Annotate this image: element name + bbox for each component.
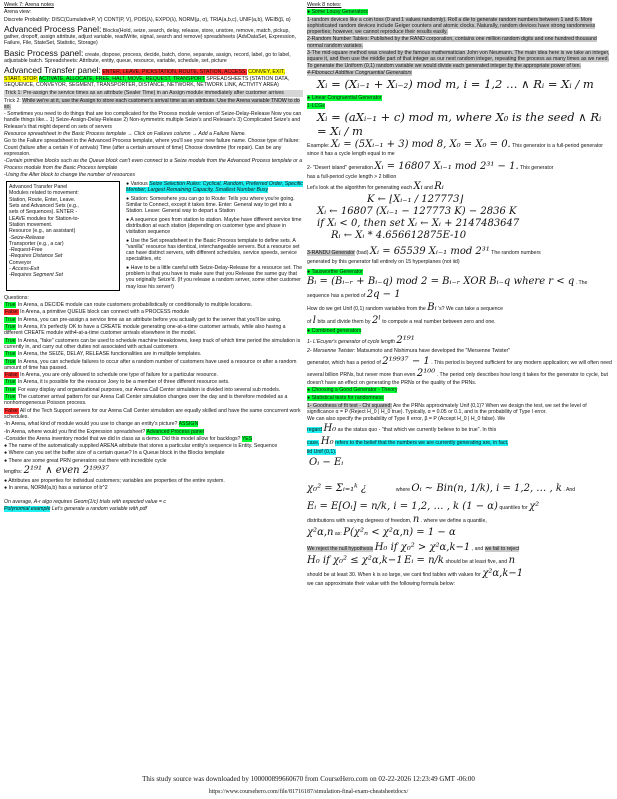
fibonacci-heading: 4-Fibonacci Additive Congruential Generators xyxy=(307,69,412,76)
question-text: In Arena, the SEIZE, DELAY, RELEASE functionalities are in multiple templates. xyxy=(17,351,202,358)
basic-process-panel-heading: Basic Process panel: xyxy=(4,47,84,58)
mersenne-text: Matsumoto and Nishimura have developed the "Mersenne Twister" xyxy=(356,348,511,355)
adv-transfer-green-list: ACTIVATE, ALLOCATE, FREE, HALT, MOVE, REQUEST, TRANSPORT xyxy=(38,75,205,82)
example-label: Example: xyxy=(307,142,330,149)
define-text: . where we define a quantile, xyxy=(420,517,487,524)
box-line: Station, Route, Enter, Leave. xyxy=(9,196,76,203)
box-line: Modules related to movement: xyxy=(9,190,79,197)
answer-tag: True xyxy=(5,351,16,358)
randu-label: 3-RANDU Generator xyxy=(307,250,355,257)
quantiles-text: quantiles for xyxy=(499,504,528,511)
algo-ri: Rᵢ xyxy=(434,181,444,193)
oi-minus-ei: Oᵢ − Eᵢ xyxy=(309,456,344,468)
ei-formula: Eᵢ = E[Oᵢ] = n/k, i = 1,2, … , k (1 − α) xyxy=(307,500,498,512)
randu-bad: (bad) xyxy=(356,250,369,257)
polynomial-example-text: Let's generate a random variable with pdf xyxy=(50,505,147,512)
and-word: , and xyxy=(471,545,484,552)
desert-cycle-text: has a full-period cycle length > 2 billion xyxy=(307,174,397,181)
tausworthe-how2: 's? We can take a sequence xyxy=(438,306,503,313)
mersenne-label: 2- Mersenne Twister: xyxy=(307,348,356,355)
randu-formula: Xᵢ = 65539 Xᵢ₋₁ mod 2³¹ xyxy=(369,246,490,258)
desert-island-note: This generator xyxy=(519,165,554,172)
q-inventory-text: -Consider the Arena inventory model that we did in class as a demo. Did this model allow for backlogs? xyxy=(4,435,241,442)
lcg-heading: ● Linear Congruential Generator xyxy=(307,95,382,102)
stat-tests-heading: ● Statistical tests for randomness xyxy=(307,395,384,402)
question-text: In Arena, it's perfectly OK to have a CREATE module generating one-at-a-time customer arrivals, while also having a different CREATE module with4-at-a-time customer arrivals elsewhere in the model. xyxy=(4,324,286,337)
lcg-label: 1-LCGs xyxy=(307,102,325,109)
adv-process-panel-heading: Advanced Process Panel: xyxy=(4,23,102,34)
question-text: In Arena, it is possible for the resource Joey to be a member of three different resource sets. xyxy=(17,379,230,386)
answer-tag: True xyxy=(5,379,16,386)
question-text: In Arena, you are only allowed to schedule one type of failure for a particular resource. xyxy=(20,372,218,379)
cycle-lengths-math: 2¹⁹¹ ∧ even 2¹⁹⁹³⁷ xyxy=(23,465,110,476)
bullet-norm-variance: ● In arena, NORM(a,b) has a variance of b^2 xyxy=(4,485,108,492)
tausworthe-period-text: sequence has a period of xyxy=(307,293,366,300)
resource-failure-paragraph: Resource spreadsheet in the Basic Process template → Click on Failures column → Add a Failure Name. xyxy=(4,131,246,138)
random-tables-text: 2-Random Number Tables: Published by the RAND corporation, contains one million random digits and one hundred thousand normal random variates. xyxy=(307,36,597,49)
failure-spreadsheet-paragraph: Go to the Failure spreadsheet in the Advanced Process template, where you'll see your new failure name. Choose type of failure: Count (failure after a certain # of arrivals) Time (after a certain amount of time) Choose downtime (for repair). Can be any expression. xyxy=(4,138,300,157)
random-devices-text: 1-random devices like a coin toss (0 and 1 values randomly). Roll a die to generate random numbers between 1 and 6. More sophisticated random devices include Geiger counters and atomic clocks. Naturally, random devices have strong randomness properties; however, we cannot reproduce their results easily. xyxy=(307,16,596,36)
q-inventory-answer: YES xyxy=(241,435,253,442)
ei-nk: Eᵢ = n/k xyxy=(404,554,444,566)
bullet-set-spreadsheet: ● Use the Set spreadsheet in the Basic Process template to define sets. A "vanilla" resource has identical, interchangeable servers. But a resource set can have distinct servers, with different schedules, service speeds, service specialities, etc xyxy=(126,237,300,263)
chi2-symbol: χ² xyxy=(529,500,540,512)
h0-symbol-2: H₀ xyxy=(320,436,334,448)
adv-transfer-red-list: ENTER, LEAVE, PICKSTATION, ROUTE, STATION, ACCESS, xyxy=(102,69,247,76)
choosing-generator-heading: ● Choosing a Good Generator - Theory xyxy=(307,386,398,393)
question-text: All of the Tech Support servers for our Arena Call Center simulation are equally skilled and have the same concurrent work schedules. xyxy=(4,407,301,420)
example-formula: Xᵢ = (5Xᵢ₋₁ + 3) mod 8, X₀ = X₀ = 0. xyxy=(330,138,511,150)
mersenne-text4: . The period only describes how long it takes for the generator to cycle, but doesn't have an effect on generating the PRNs or the quality of the PRNs. xyxy=(307,371,608,386)
randu-hyperplanes: generated by this generator fall entirely on 15 hyperplanes (not iid) xyxy=(307,259,460,266)
oi-binomial: Oᵢ ~ Bin(n, 1/k), i = 1,2, … , k xyxy=(411,482,562,494)
seize-selection-rules: Seize Selection Rules: Cyclical, Random, Preferred Order, Specific Member, Largest Remaining Capacity, Smallest Number Busy xyxy=(126,181,303,194)
question-item xyxy=(4,317,303,323)
tausworthe-heading: ● Tausworthe Generator xyxy=(307,268,363,275)
box-line: Transporter (e.g., a car) xyxy=(9,240,64,247)
algo-ri-step: Rᵢ ← Xᵢ * 4.656612875E-10 xyxy=(331,230,467,242)
tausworthe-how: How do we get Unif (0,1) random variables from the xyxy=(307,306,426,313)
box-line: - Access-Exit xyxy=(9,265,40,272)
box-line: -Request-Free xyxy=(9,247,43,254)
q-assign-answer: ASSIGN xyxy=(178,421,199,428)
q-expression-text: -In Arena, where would you find the Expression spreadsheet? xyxy=(4,428,146,435)
h0-symbol: H₀ xyxy=(323,423,337,435)
adv-transfer-panel-heading: Advanced Transfer panel: xyxy=(4,65,101,76)
box-line: Sets and Advanced Sets (e.g., xyxy=(9,203,79,210)
adv-transfer-yellow-list: CONVEY, EXIT, START, STOP, xyxy=(4,69,285,82)
box-line: Station movement. xyxy=(9,221,53,228)
lecuyer-math: 2¹⁹¹ xyxy=(396,335,415,347)
question-item xyxy=(4,338,303,351)
question-item xyxy=(4,309,303,315)
left-column xyxy=(4,2,303,513)
alter-block-paragraph: -Using the Alter block to change the number of resources xyxy=(4,171,136,178)
lousy-generators-heading: ● Some Lousy Generators xyxy=(307,9,368,16)
answer-tag: False xyxy=(5,407,18,414)
quantile-prob-formula: P(χ²ₙ < χ²α,n) = 1 − α xyxy=(343,526,456,538)
answer-tag: True xyxy=(5,386,16,393)
bullet-seize-prefix: ● Various xyxy=(126,181,148,188)
approx-text: we can approximate their value with the following formula below: xyxy=(307,580,455,587)
answer-tag: False xyxy=(5,372,18,379)
question-item xyxy=(4,351,303,357)
question-text: In Arena, a DECIDE module can route customers probabilistically or conditionally to multiple locations. xyxy=(17,302,253,309)
question-text: In Arena, a primitive QUEUE block can connect with a PROCESS module xyxy=(20,309,190,316)
question-item xyxy=(4,302,303,308)
desert-island-label: 2- "Desert island" generation xyxy=(307,165,373,172)
tausworthe-note: . The xyxy=(575,280,588,287)
tausworthe-formula: Bᵢ = (Bᵢ₋ᵣ + Bᵢ₋q) mod 2 = Bᵢ₋ᵣ XOR Bᵢ₋q where r < q xyxy=(307,276,575,288)
box-line: Advanced Transfer Panel xyxy=(9,184,68,191)
chi-square-stat: χ₀² = Σᵢ₌₁ᵏ ¿ xyxy=(307,482,367,494)
arena-view-label: Arena view: xyxy=(4,9,32,16)
case-text: refers to the belief that the numbers we are currently generating are, in fact, xyxy=(335,440,509,447)
box-line: Conveyor xyxy=(9,259,32,266)
bullet-entity-sequence: ● The name of the automatically supplied ARENA attribute that stores a particular entity's sequence is Entity. Sequence xyxy=(4,443,278,450)
tausworthe-period-math: 2q − 1 xyxy=(366,289,401,301)
answer-tag: True xyxy=(5,337,16,344)
question-text: In Arena, you can schedule failures to occur after a random number of customers have used a resource or after a random amount of time has passed. xyxy=(4,358,297,371)
and-text: . And xyxy=(563,486,576,493)
q-expression-answer: Advanced Process panel xyxy=(146,428,204,435)
answer-tag: True xyxy=(5,394,16,401)
question-item xyxy=(4,394,303,407)
case-tag: case, xyxy=(307,440,320,447)
box-line: -Seize-Release xyxy=(9,234,45,241)
fail-tag: we fail to reject xyxy=(484,545,520,552)
bullet-seize-release-caution: ● Have to be a little careful with Seize-Delay-Release for a resource set. The problem is that you have to make sure that you Release the same guy that you originally Seize'd. (If you release a random server, some other customer may lose his server!) xyxy=(126,264,303,290)
tausworthe-l: l xyxy=(312,315,316,327)
question-text: For easy display and organizational purposes, our Arena Call Center simulation is divided into several sub models. xyxy=(17,386,281,393)
algo-and: and xyxy=(424,185,433,192)
chi-quantile: χ²α,n xyxy=(307,526,334,538)
mersenne-text3: . This period is beyond sufficient for any modern application; we will often need several billion PRNs, but never more than even xyxy=(307,359,612,378)
week7-title: Week 7: Arena notes xyxy=(4,2,54,8)
should2-text: should be at least 30. When k is so large, we cant find tables with values for xyxy=(307,571,481,578)
fail-formula: H₀ if χ₀² ≤ χ²α,k−1 xyxy=(307,554,403,566)
transfer-two-column xyxy=(6,181,303,292)
mersenne-text2: generator, which has a period of xyxy=(307,359,381,366)
box-line: -Requires Segment Set xyxy=(9,272,63,279)
mersenne-period: 2¹⁹⁹³⁷ − 1 xyxy=(382,355,430,367)
n-text: n xyxy=(508,554,516,566)
algo-xi-step: Xᵢ ← 16807 (Xᵢ₋₁ − 127773 K) − 2836 K xyxy=(317,206,517,218)
ar-algo-line: On average, A-r algo requires Geom(1/c) trials with expected value = c xyxy=(4,498,166,505)
midsquare-text: 3-The mid-square method was created by the famous mathematician John von Neumann. The main idea here is we take an integer, square it, and then use the middle part of that integer as our next random integer, repeating the process as many times as we need. To generate the Uniform (0,1) random variable we would divide each generated integer by the appropriate power of ten. xyxy=(307,50,610,69)
algo-intro: Let's look at the algorithm for generating each xyxy=(307,185,413,192)
question-item xyxy=(4,324,303,337)
regard-tag: regard xyxy=(307,427,322,434)
gof-text: Are the PRNs approximately Unif (0,1)? When we design the test, we set the level of significance α = P (Reject H_0 | H_0 true). Typically, α = 0.05 or 0.1, and is the probability of Type I error. xyxy=(307,402,587,415)
tausworthe-bi: Bᵢ xyxy=(427,302,437,314)
example-note: This generator is a full-period generator since it has a cycle length equal to me xyxy=(307,142,603,157)
algo-k-step: K ← ⌊Xᵢ₋₁ / 127773⌋ xyxy=(367,194,464,206)
discrete-probability-text: Discrete Probability: DISC(CumulativeP, V) CONT(P, V), POIS(λ), EXPO(λ), NORM(μ, σ), TRIA(a,b,c), UNIF(a,b), WEIB(β, α) xyxy=(4,16,291,23)
question-item xyxy=(4,379,303,385)
trick2-label: Trick 2: xyxy=(4,97,21,104)
regard-text: as the status quo - "that which we currently believe to be true". In this xyxy=(337,427,497,434)
transfer-bullets xyxy=(126,181,303,292)
questions-title: Questions: xyxy=(4,294,29,301)
box-line: LEAVE modules for Station-to- xyxy=(9,215,80,222)
question-item xyxy=(4,387,303,393)
answer-tag: True xyxy=(5,324,16,331)
algo-xi: Xᵢ xyxy=(413,181,423,193)
bullet-buffer-size: ● Where can you set the buffer size of a certain queue? In a Queue block in the Blocks template xyxy=(4,450,225,457)
lengths-label: lengths: xyxy=(4,469,23,475)
desert-island-formula: Xᵢ = 16807 Xᵢ₋₁ mod 2³¹ − 1. xyxy=(374,161,519,173)
bullet-sequence: ● A sequence goes from station to station. Maybe have different service time distribution at each station (depending on customer type and phase in visitation sequence xyxy=(126,216,302,236)
question-text: In Arena, "fake" customers can be used to schedule machine breakdowns, keep track of which time period the simulation is currently in, and carry out other duties not associated with actual customers xyxy=(4,337,301,350)
download-notice: This study source was downloaded by 100000899660670 from CourseHero.com on 02-22-2026 12:23:49 GMT -06:00 xyxy=(142,775,475,783)
question-text: In Arena, you can pre-assign a service time as an attribute before you actually get to the server that you'll be using. xyxy=(17,316,282,323)
should-text: should be at least five, and xyxy=(445,558,508,565)
answer-tag: True xyxy=(5,316,16,323)
fibonacci-formula: Xᵢ = (Xᵢ₋₁ + Xᵢ₋₂) mod m, i = 1,2 … ∧ Rᵢ = Xᵢ / m xyxy=(317,77,594,92)
reject-tag: We reject the null hypothesis xyxy=(307,545,374,552)
as-text: as: xyxy=(334,530,342,537)
adv-transfer-spreadsheets: SPREADSHEETS (STATION DATA, SEQUENCE, CONVEYOR, SEGMENT, TRANSPORTER, DISTANCE, NETWORK, NETWORK LINK, ACTIVITY AREA) xyxy=(4,75,290,88)
week8-title: Week 8 notes: xyxy=(307,2,342,8)
randu-note: The random numbers xyxy=(491,250,541,257)
adv-transfer-box xyxy=(6,181,120,291)
polynomial-example-tag: Polynomial example xyxy=(4,505,51,512)
q-assign-text: -In Arena, what kind of module would you use to change an entity's picture? xyxy=(4,421,178,428)
box-line: sets of Sequences). ENTER - xyxy=(9,209,78,216)
bullet-prn-generators: ● There are some great PRN generators out there with incredible cycle xyxy=(4,457,167,464)
basic-process-text: create, dispose, process, decide, batch, clone, separate, assign, record, label, go to label, adjustable batch. Spreadsheets: Attribute, entity, queue, resource, variable, schedule, set, picture xyxy=(4,51,291,65)
n-symbol: n xyxy=(412,513,420,525)
question-item xyxy=(4,408,303,421)
chi-last: χ²α,k−1 xyxy=(482,567,524,579)
combined-generators-heading: ● Combined generators xyxy=(307,328,362,335)
lcg-formula: Xᵢ = (aXᵢ₋₁ + c) mod m, where X₀ is the seed ∧ Rᵢ = Xᵢ / m xyxy=(317,109,602,138)
bullet-station: ● Station: Somewhere you can go to Route: Tells you where you're going. Similar to Connect, except it takes time. Enter: General way to get into a Station. Leave: General way to depart a Station xyxy=(126,195,295,215)
answer-tag: True xyxy=(5,358,16,365)
source-url[interactable]: https://www.coursehero.com/file/81716187/simulation-final-exam-cheatsheetdocx/ xyxy=(208,789,409,795)
question-item xyxy=(4,359,303,372)
gof-label: 1- Goodness of fit test - Chi squared: xyxy=(307,402,392,409)
iid-tag: iid Unif (0,1). xyxy=(307,449,337,456)
algo-negative-step: if Xᵢ < 0, then set Xᵢ ← Xᵢ + 2147483647 xyxy=(317,218,520,230)
question-item xyxy=(4,372,303,378)
primitive-blocks-paragraph: -Certain primitive blocks such as the Queue block can't even connect to a Seize module from the Advanced Process template or a Process module from the Basic Process template xyxy=(4,158,303,171)
answer-tag: True xyxy=(5,302,16,309)
dist-text: distributions with varying degrees of freedom, xyxy=(307,517,412,524)
tausworthe-of: of xyxy=(307,319,312,326)
right-column xyxy=(307,2,613,588)
where-text: where xyxy=(395,486,410,493)
trick1-box: Trick 1: Pre-assign the service times as an attribute (Sealer Time) in an Assign module immediately after customer arrives xyxy=(4,90,303,96)
adv-process-blocks-text: Blocks(Hold, seize, search, delay, release, store, unstore, remove, match, pickup, gather, dropoff, assign attribute, adjust variable, readWrite, signal, search and remove) spreadsheets (AdvDataSet, Expression, Failure, File, StateSet, Statistic, Storage) xyxy=(4,27,296,47)
complex-seize-paragraph: - Sometimes you need to do things that are too complicated for the Process module version of Seize-Delay-Release Now you can handle things like... 1) Seize-Assign-Delay-Release 2) Non-symmetric multiple Seize's and Release's 3) Complicated Seize's and Release's that might depend on sets of servers xyxy=(4,111,302,130)
type2-text: We can also specify the probability of Type II error, β = P (Accept H_0 | H_0 false). We xyxy=(307,416,506,423)
question-text: The customer arrival pattern for our Arena Call Center simulation changes over the day and is therefore modeled as a nonhomogeneous Poisson process. xyxy=(4,394,288,407)
box-line: -Requires Distance Set xyxy=(9,253,63,260)
box-line: Resource (e.g., an assistant) xyxy=(9,228,76,235)
tausworthe-bits: bits and divide them by xyxy=(317,319,371,326)
reject-formula: H₀ if χ₀² > χ²α,k−1 xyxy=(374,541,471,553)
mersenne-2-100: 2¹⁰⁰ xyxy=(416,367,436,379)
answer-tag: False xyxy=(5,309,18,316)
questions-list xyxy=(4,302,303,420)
tausworthe-compute: to compute a real number between zero and one. xyxy=(382,319,496,326)
bullet-attributes-variables: ● Attributes are properties for individual customers; variables are properties of the entire system. xyxy=(4,478,225,484)
tausworthe-2l: 2ˡ xyxy=(371,315,381,327)
lecuyer-text: 1- L'Ecuyer's generator of cycle length xyxy=(307,339,395,346)
trick2-text: While we're at it, use the Assign to store each customer's arrival time as an attribute. Use the Arena variable TNOW to do so. xyxy=(4,97,300,110)
